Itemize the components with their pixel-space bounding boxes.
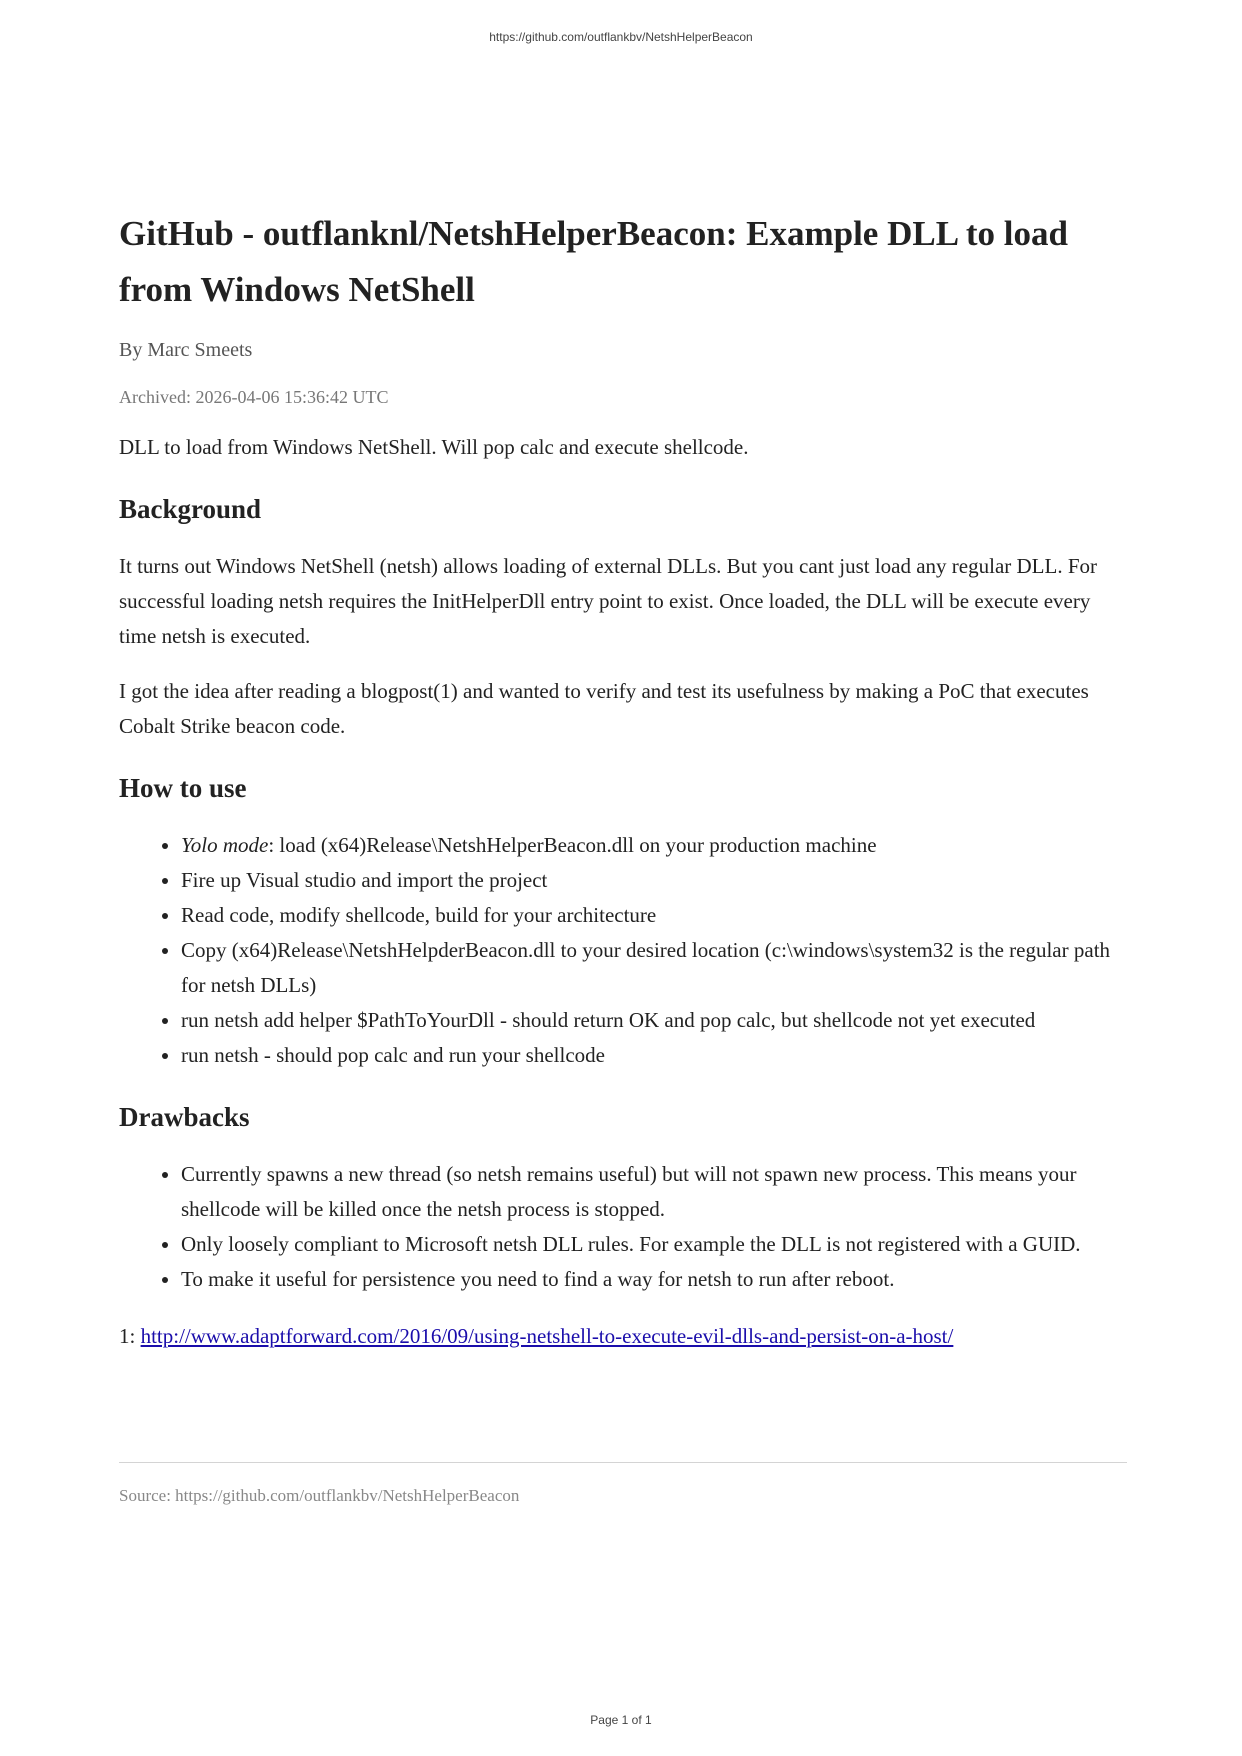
drawbacks-heading: Drawbacks (119, 1102, 250, 1132)
byline: By Marc Smeets (119, 339, 253, 361)
divider (119, 1462, 1127, 1463)
how-to-use-list (119, 828, 1127, 1073)
page-title: GitHub - outflanknl/NetshHelperBeacon: Example DLL to load from Windows NetShell (119, 214, 1068, 309)
intro-paragraph: DLL to load from Windows NetShell. Will pop calc and execute shellcode. (119, 435, 749, 459)
list-item: • Copy (x64)Release\NetshHelpderBeacon.dll to your desired location (c:\windows\system32 is the regular path for netsh DLLs) (181, 933, 1127, 1003)
list-item: • Fire up Visual studio and import the project (181, 863, 1127, 898)
footnote (119, 1319, 1127, 1354)
list-item: • run netsh - should pop calc and run your shellcode (181, 1038, 1127, 1073)
drawbacks-list (119, 1157, 1127, 1297)
list-item (181, 828, 1127, 863)
source-line: Source: https://github.com/outflankbv/NetshHelperBeacon (119, 1486, 520, 1505)
list-item: • Only loosely compliant to Microsoft netsh DLL rules. For example the DLL is not registered with a GUID. (181, 1227, 1127, 1262)
page-header-url: https://github.com/outflankbv/NetshHelperBeacon (489, 30, 753, 44)
yolo-mode-label: Yolo mode (181, 833, 269, 857)
page-number: Page 1 of 1 (590, 1713, 652, 1727)
background-paragraph-1: It turns out Windows NetShell (netsh) allows loading of external DLLs. But you cant just load any regular DLL. For successful loading netsh requires the InitHelperDll entry point to exist. Once loaded, the DLL will be execute every time netsh is executed. (119, 554, 1098, 648)
footnote-link[interactable]: http://www.adaptforward.com/2016/09/using-netshell-to-execute-evil-dlls-and-persist-on-a-host/ (140, 1324, 954, 1348)
list-item: • Read code, modify shellcode, build for your architecture (181, 898, 1127, 933)
background-paragraph-2: I got the idea after reading a blogpost(1) and wanted to verify and test its usefulness by making a PoC that executes Cobalt Strike beacon code. (119, 679, 1089, 738)
how-to-use-heading: How to use (119, 773, 247, 803)
article (119, 206, 1127, 1374)
list-item: • To make it useful for persistence you need to find a way for netsh to run after reboot. (181, 1262, 1127, 1297)
list-item: • Currently spawns a new thread (so netsh remains useful) but will not spawn new process. This means your shellcode will be killed once the netsh process is stopped. (181, 1157, 1127, 1227)
background-heading: Background (119, 494, 262, 524)
list-item: • run netsh add helper $PathToYourDll - should return OK and pop calc, but shellcode not yet executed (181, 1003, 1127, 1038)
footnote-prefix: 1: (119, 1324, 141, 1348)
archived-timestamp: Archived: 2026-04-06 15:36:42 UTC (119, 387, 389, 407)
yolo-mode-text: : load (x64)Release\NetshHelperBeacon.dll on your production machine (268, 833, 877, 857)
